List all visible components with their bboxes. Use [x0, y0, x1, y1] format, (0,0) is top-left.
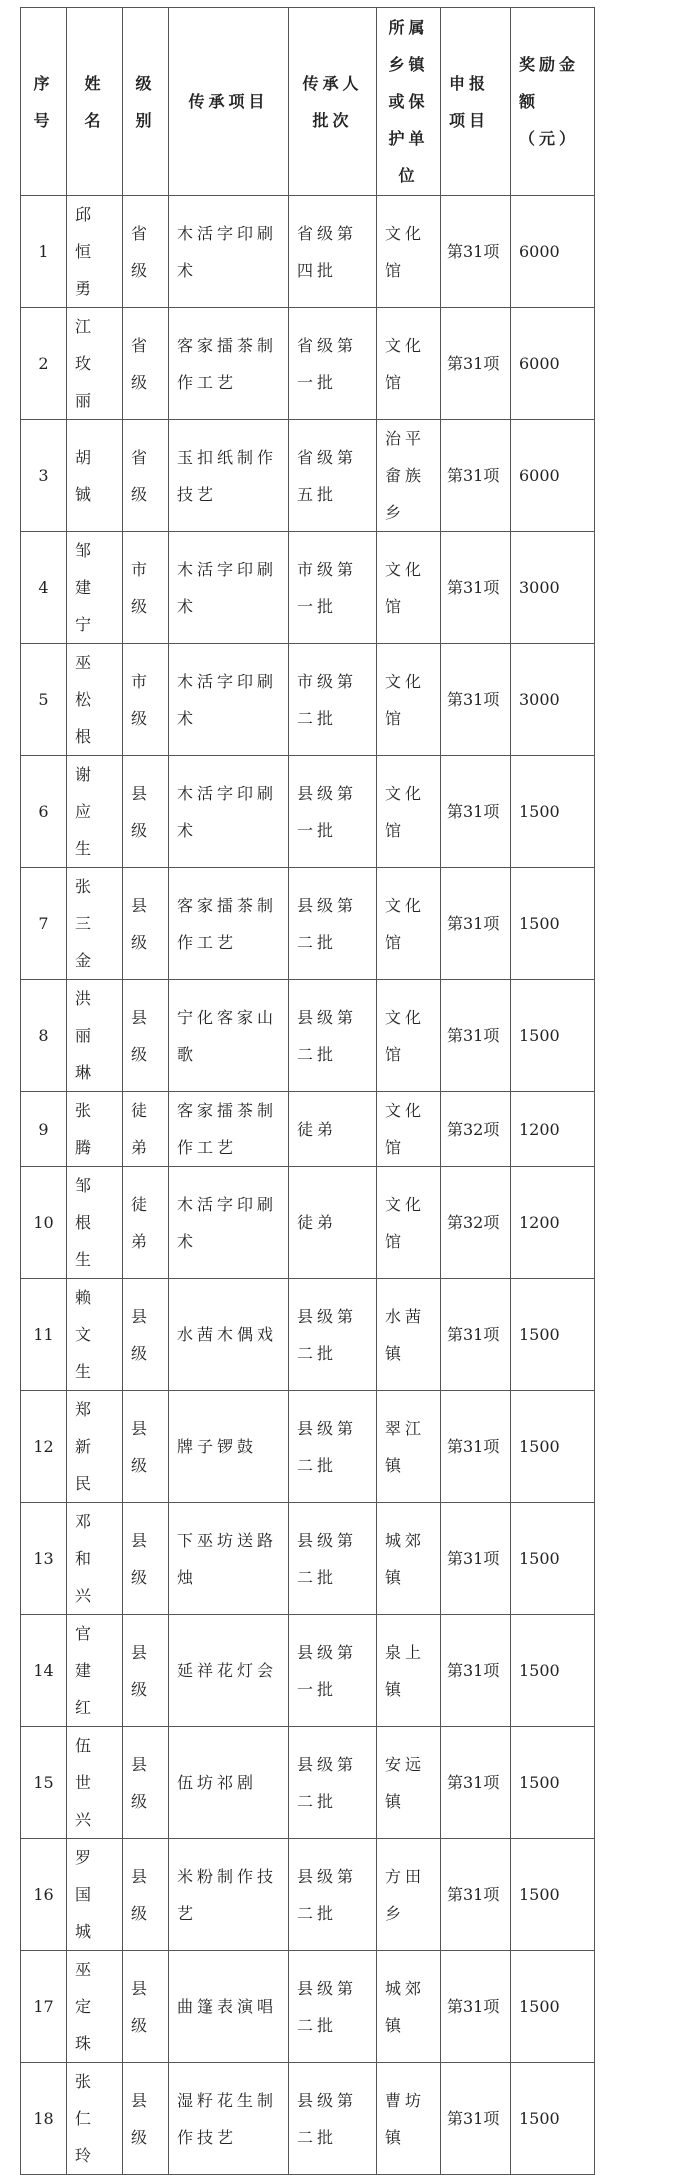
header-level: 级别 — [123, 8, 169, 196]
row-name: 巫松根 — [67, 644, 123, 756]
row-declared: 第31项 — [441, 1279, 511, 1391]
row-level: 县级 — [123, 1839, 169, 1951]
row-unit: 水茜镇 — [377, 1279, 441, 1391]
row-reward: 3000 — [511, 644, 595, 756]
row-batch: 县级第二批 — [289, 1951, 377, 2063]
row-name: 罗国城 — [67, 1839, 123, 1951]
row-seq: 11 — [21, 1279, 67, 1391]
header-reward: 奖励金额（元） — [511, 8, 595, 196]
row-project: 曲篷表演唱 — [169, 1951, 289, 2063]
row-unit: 文化馆 — [377, 756, 441, 868]
row-name: 胡铖 — [67, 420, 123, 532]
row-seq: 12 — [21, 1391, 67, 1503]
row-reward: 1500 — [511, 980, 595, 1092]
row-batch: 省级第五批 — [289, 420, 377, 532]
row-reward: 1500 — [511, 1839, 595, 1951]
row-project: 湿籽花生制作技艺 — [169, 2063, 289, 2175]
row-seq: 3 — [21, 420, 67, 532]
row-name: 官建红 — [67, 1615, 123, 1727]
row-unit: 城郊镇 — [377, 1503, 441, 1615]
row-unit: 翠江镇 — [377, 1391, 441, 1503]
row-batch: 县级第一批 — [289, 756, 377, 868]
row-batch: 县级第二批 — [289, 1279, 377, 1391]
row-reward: 1500 — [511, 1391, 595, 1503]
row-reward: 1200 — [511, 1167, 595, 1279]
table-row — [21, 1167, 595, 1279]
row-unit: 治平畲族乡 — [377, 420, 441, 532]
row-reward: 6000 — [511, 308, 595, 420]
table-row — [21, 1727, 595, 1839]
row-seq: 18 — [21, 2063, 67, 2175]
table-row — [21, 980, 595, 1092]
row-reward: 6000 — [511, 196, 595, 308]
row-seq: 8 — [21, 980, 67, 1092]
row-reward: 1500 — [511, 868, 595, 980]
row-level: 县级 — [123, 1391, 169, 1503]
row-reward: 1500 — [511, 2063, 595, 2175]
heritage-reward-table — [20, 7, 595, 2175]
row-name: 赖文生 — [67, 1279, 123, 1391]
row-batch: 市级第二批 — [289, 644, 377, 756]
row-unit: 城郊镇 — [377, 1951, 441, 2063]
row-batch: 县级第一批 — [289, 1615, 377, 1727]
row-reward: 1500 — [511, 1951, 595, 2063]
header-seq: 序号 — [21, 8, 67, 196]
row-declared: 第31项 — [441, 1951, 511, 2063]
table-row — [21, 756, 595, 868]
row-reward: 1500 — [511, 1503, 595, 1615]
row-name: 巫定珠 — [67, 1951, 123, 2063]
row-reward: 6000 — [511, 420, 595, 532]
row-declared: 第32项 — [441, 1092, 511, 1167]
table-row — [21, 420, 595, 532]
row-level: 徒弟 — [123, 1167, 169, 1279]
row-seq: 16 — [21, 1839, 67, 1951]
row-unit: 文化馆 — [377, 1167, 441, 1279]
row-level: 县级 — [123, 2063, 169, 2175]
table-row — [21, 1279, 595, 1391]
row-seq: 7 — [21, 868, 67, 980]
row-project: 木活字印刷术 — [169, 532, 289, 644]
row-level: 县级 — [123, 868, 169, 980]
row-unit: 文化馆 — [377, 196, 441, 308]
row-project: 玉扣纸制作技艺 — [169, 420, 289, 532]
row-seq: 15 — [21, 1727, 67, 1839]
row-name: 张腾 — [67, 1092, 123, 1167]
row-batch: 市级第一批 — [289, 532, 377, 644]
table-row — [21, 308, 595, 420]
row-project: 客家擂茶制作工艺 — [169, 1092, 289, 1167]
row-project: 木活字印刷术 — [169, 196, 289, 308]
row-reward: 3000 — [511, 532, 595, 644]
row-declared: 第31项 — [441, 1503, 511, 1615]
row-project: 延祥花灯会 — [169, 1615, 289, 1727]
row-name: 江玫丽 — [67, 308, 123, 420]
row-seq: 13 — [21, 1503, 67, 1615]
table-row — [21, 644, 595, 756]
row-level: 市级 — [123, 644, 169, 756]
row-level: 县级 — [123, 1279, 169, 1391]
row-unit: 方田乡 — [377, 1839, 441, 1951]
row-level: 县级 — [123, 1615, 169, 1727]
row-name: 邹建宁 — [67, 532, 123, 644]
row-seq: 1 — [21, 196, 67, 308]
row-batch: 县级第二批 — [289, 980, 377, 1092]
row-project: 水茜木偶戏 — [169, 1279, 289, 1391]
row-project: 木活字印刷术 — [169, 644, 289, 756]
row-project: 木活字印刷术 — [169, 1167, 289, 1279]
row-unit: 文化馆 — [377, 1092, 441, 1167]
row-level: 县级 — [123, 1727, 169, 1839]
row-reward: 1500 — [511, 756, 595, 868]
row-reward: 1500 — [511, 1727, 595, 1839]
table-row — [21, 532, 595, 644]
row-unit: 文化馆 — [377, 644, 441, 756]
row-name: 伍世兴 — [67, 1727, 123, 1839]
row-project: 米粉制作技艺 — [169, 1839, 289, 1951]
row-project: 伍坊祁剧 — [169, 1727, 289, 1839]
row-project: 牌子锣鼓 — [169, 1391, 289, 1503]
row-reward: 1500 — [511, 1279, 595, 1391]
row-batch: 县级第二批 — [289, 1727, 377, 1839]
row-batch: 省级第四批 — [289, 196, 377, 308]
row-unit: 文化馆 — [377, 980, 441, 1092]
table-row — [21, 1951, 595, 2063]
table-row — [21, 868, 595, 980]
table-row — [21, 196, 595, 308]
row-seq: 2 — [21, 308, 67, 420]
row-declared: 第31项 — [441, 1391, 511, 1503]
row-seq: 6 — [21, 756, 67, 868]
row-reward: 1500 — [511, 1615, 595, 1727]
row-declared: 第31项 — [441, 308, 511, 420]
row-project: 木活字印刷术 — [169, 756, 289, 868]
row-level: 县级 — [123, 756, 169, 868]
row-seq: 10 — [21, 1167, 67, 1279]
row-project: 宁化客家山歌 — [169, 980, 289, 1092]
table-row — [21, 2063, 595, 2175]
row-project: 下巫坊送路烛 — [169, 1503, 289, 1615]
row-name: 张仁玲 — [67, 2063, 123, 2175]
row-declared: 第31项 — [441, 1615, 511, 1727]
row-batch: 县级第二批 — [289, 868, 377, 980]
row-level: 徒弟 — [123, 1092, 169, 1167]
row-seq: 14 — [21, 1615, 67, 1727]
table-row — [21, 1615, 595, 1727]
row-level: 县级 — [123, 1951, 169, 2063]
table-row — [21, 1839, 595, 1951]
row-seq: 17 — [21, 1951, 67, 2063]
row-batch: 省级第一批 — [289, 308, 377, 420]
header-row — [21, 8, 595, 196]
row-declared: 第31项 — [441, 532, 511, 644]
row-declared: 第31项 — [441, 644, 511, 756]
row-level: 省级 — [123, 196, 169, 308]
row-reward: 1200 — [511, 1092, 595, 1167]
table-body — [21, 196, 595, 2175]
table-row — [21, 1092, 595, 1167]
header-unit: 所属乡镇或保护单位 — [377, 8, 441, 196]
row-seq: 9 — [21, 1092, 67, 1167]
row-unit: 文化馆 — [377, 532, 441, 644]
header-declared: 申报项目 — [441, 8, 511, 196]
row-project: 客家擂茶制作工艺 — [169, 308, 289, 420]
row-level: 省级 — [123, 420, 169, 532]
row-declared: 第31项 — [441, 868, 511, 980]
row-unit: 安远镇 — [377, 1727, 441, 1839]
row-batch: 县级第二批 — [289, 1503, 377, 1615]
row-unit: 文化馆 — [377, 308, 441, 420]
row-name: 郑新民 — [67, 1391, 123, 1503]
row-level: 市级 — [123, 532, 169, 644]
row-level: 省级 — [123, 308, 169, 420]
row-batch: 县级第二批 — [289, 1839, 377, 1951]
row-declared: 第31项 — [441, 980, 511, 1092]
row-declared: 第31项 — [441, 196, 511, 308]
row-seq: 4 — [21, 532, 67, 644]
table-row — [21, 1391, 595, 1503]
row-unit: 文化馆 — [377, 868, 441, 980]
row-name: 邓和兴 — [67, 1503, 123, 1615]
row-name: 邱恒勇 — [67, 196, 123, 308]
row-name: 谢应生 — [67, 756, 123, 868]
row-declared: 第31项 — [441, 1727, 511, 1839]
row-seq: 5 — [21, 644, 67, 756]
row-declared: 第32项 — [441, 1167, 511, 1279]
row-batch: 县级第二批 — [289, 1391, 377, 1503]
row-level: 县级 — [123, 980, 169, 1092]
row-name: 洪丽琳 — [67, 980, 123, 1092]
row-declared: 第31项 — [441, 420, 511, 532]
row-name: 张三金 — [67, 868, 123, 980]
row-declared: 第31项 — [441, 756, 511, 868]
row-unit: 曹坊镇 — [377, 2063, 441, 2175]
row-batch: 徒弟 — [289, 1167, 377, 1279]
row-declared: 第31项 — [441, 2063, 511, 2175]
table-row — [21, 1503, 595, 1615]
row-level: 县级 — [123, 1503, 169, 1615]
row-project: 客家擂茶制作工艺 — [169, 868, 289, 980]
row-batch: 县级第二批 — [289, 2063, 377, 2175]
row-batch: 徒弟 — [289, 1092, 377, 1167]
header-project: 传承项目 — [169, 8, 289, 196]
row-unit: 泉上镇 — [377, 1615, 441, 1727]
row-name: 邹根生 — [67, 1167, 123, 1279]
header-batch: 传承人批次 — [289, 8, 377, 196]
row-declared: 第31项 — [441, 1839, 511, 1951]
header-name: 姓名 — [67, 8, 123, 196]
